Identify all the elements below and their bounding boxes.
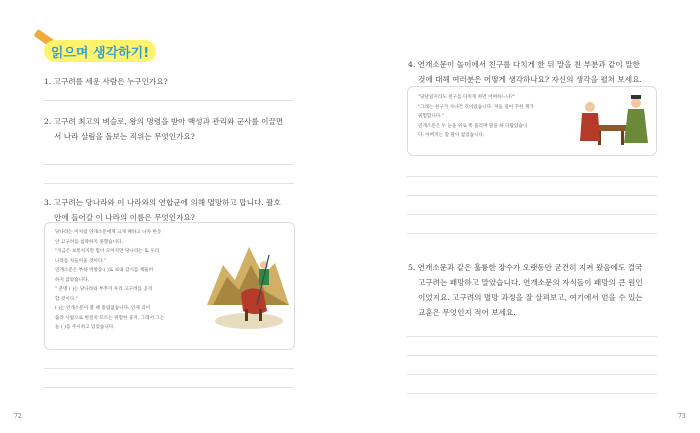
excerpt-line: "그래는 친구가 사나건 것이었습니다. 저들 깊어 꾸한 계가 <box>418 104 534 110</box>
answer-line <box>407 233 657 234</box>
answer-line <box>44 100 294 101</box>
question-2-line-1: 2. 고구려 최고의 벼슬로, 왕의 명령을 받아 백성과 관리와 군사를 이끌면 <box>44 117 284 126</box>
excerpt-line: 당나라는 이처럼 연개소문에게 크게 패하고 나자 한동 <box>55 230 162 235</box>
answer-line <box>407 195 657 196</box>
father-son-illustration <box>576 91 652 151</box>
excerpt-line: 할 것이다." <box>55 296 78 302</box>
question-3-line-1: 3. 고구려는 당나라와 이 나라와의 연합군에 의해 멸망하고 맙니다. 괄호 <box>44 198 281 207</box>
excerpt-line: 출라 사람으로 변질치 모르는 위험한 중지, 그래서 그는 <box>55 315 165 321</box>
excerpt-line: 하지 않았습니다. <box>55 277 89 283</box>
excerpt-line: 늘 ( )를 주시하고 있었습니다. <box>55 325 115 330</box>
question-3-line-2: 안에 들어갈 이 나라의 이름은 무엇인가요? <box>54 213 195 222</box>
answer-line <box>407 393 657 394</box>
answer-line <box>44 183 294 184</box>
excerpt-line: 위험합니다." <box>418 114 444 119</box>
answer-line <box>407 214 657 215</box>
story-excerpt-box <box>407 86 657 156</box>
excerpt-line: "지금은 보통처지만 힘이 모이지면 당나라는 또 우리 <box>55 249 160 254</box>
right-page <box>350 0 700 433</box>
page-number: 73 <box>678 413 686 420</box>
question-5 <box>408 260 693 320</box>
excerpt-line: 다. 아버지는 할 말이 없었습니다. <box>418 133 485 138</box>
question-5-line-3: 이었지요. 고구려의 멸망 과정을 잘 살펴보고, 여기에서 얻을 수 있는 <box>418 293 643 302</box>
excerpt-line: ( )는 연개소문이 볼 때 틀림없습니다. 인제 괴이 <box>55 306 151 311</box>
excerpt-line: 나라를 처들어올 것이다." <box>55 258 106 264</box>
answer-line <box>407 355 657 356</box>
question-4-line-1: 4. 연개소문이 놀이에서 친구를 다치게 한 뒤 말을 친 부분과 같이 말한 <box>408 60 640 69</box>
question-2 <box>44 114 314 144</box>
section-banner: 읽으며 생각하기! <box>44 40 156 62</box>
question-2-line-2: 서 나라 살림을 돌보는 직위는 무엇인가요? <box>54 132 195 141</box>
excerpt-line: 연개소문은 두 눈을 위로 쪽 올리며 말을 하 다람었습니 <box>418 123 528 129</box>
question-5-line-1: 5. 연개소문과 같은 훌륭한 장수가 오랫동안 굳건히 지켜 왔음에도 결국 <box>408 263 643 272</box>
excerpt-line: "당난일지라도 친구를 다치게 하면 어쩌하느냐?" <box>418 95 515 100</box>
answer-line <box>44 368 294 369</box>
answer-line <box>44 387 294 388</box>
question-1: 1. 고구려를 세운 사람은 누구인가요? <box>44 77 168 86</box>
excerpt-line: 연개소문은 부하 박창송 ( )로 보내 감시를 계울히 <box>55 268 154 273</box>
story-excerpt-text <box>418 93 568 141</box>
question-4 <box>408 57 688 87</box>
answer-line <box>44 164 294 165</box>
excerpt-line: 안 고구려를 침략하지 못했습니다. <box>55 239 123 245</box>
answer-line <box>407 336 657 337</box>
answer-line <box>407 374 657 375</box>
warrior-illustration <box>205 235 291 335</box>
excerpt-line: " 분명 ( )는 당나라와 부추겨 우리 고구려를 공격 <box>55 287 153 292</box>
page-number: 72 <box>14 413 22 420</box>
answer-line <box>407 176 657 177</box>
story-excerpt-text <box>55 228 203 333</box>
question-5-line-2: 고구려는 패망하고 말았습니다. 연개소문의 자식들이 패망의 큰 원인 <box>418 278 643 287</box>
story-excerpt-box <box>44 222 295 350</box>
question-5-line-4: 교훈은 무엇인지 적어 보세요. <box>418 308 516 317</box>
question-4-line-2: 것에 대해 여러분은 어떻게 생각하나요? 자신의 생각을 펼쳐 보세요. <box>418 75 642 84</box>
question-3 <box>44 195 314 225</box>
